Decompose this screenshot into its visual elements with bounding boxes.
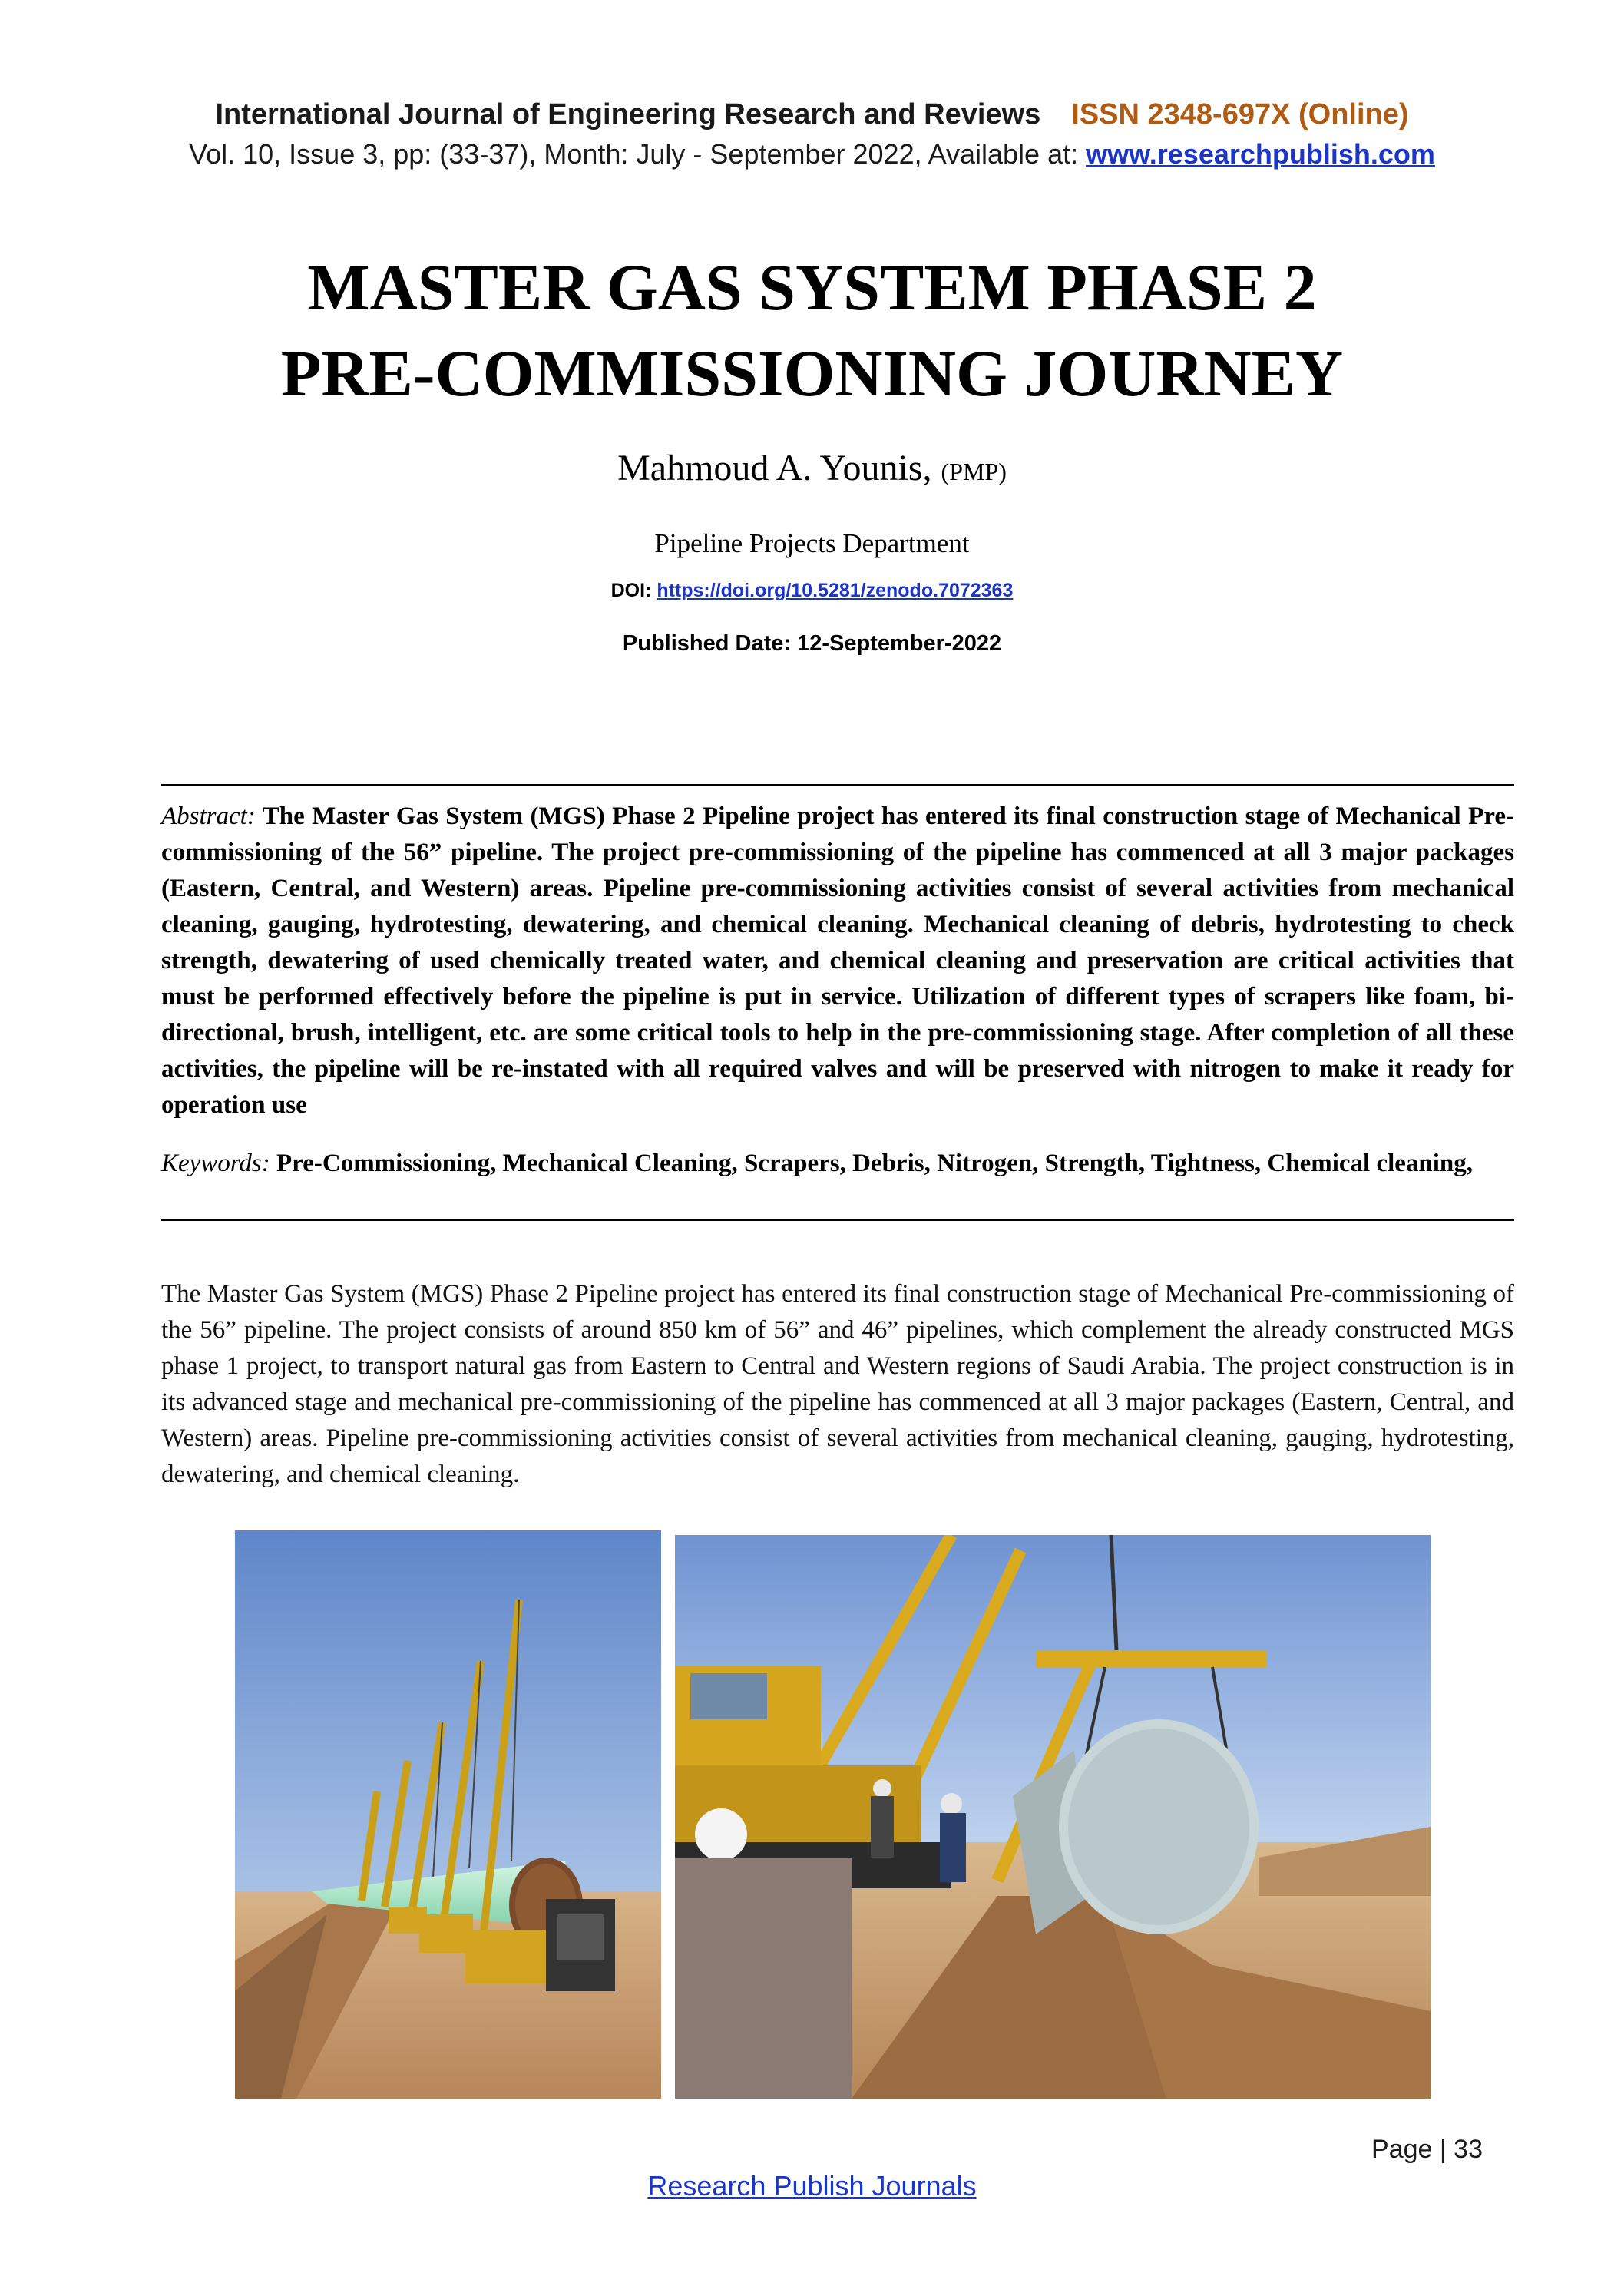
journal-name: International Journal of Engineering Research and Reviews (215, 98, 1041, 131)
abstract-label: Abstract: (161, 802, 256, 830)
pipeline-sidebooms-photo (235, 1530, 661, 2099)
pipe-lifting-photo (675, 1535, 1431, 2099)
keywords-label: Keywords: (161, 1150, 270, 1177)
abstract-bottom-rule (161, 1219, 1514, 1221)
journal-volume-line (0, 138, 1624, 170)
footer (0, 2170, 1624, 2202)
title-line-1: MASTER GAS SYSTEM PHASE 2 (307, 250, 1317, 324)
author-line (0, 447, 1624, 489)
abstract-top-rule (161, 784, 1514, 786)
website-link[interactable]: www.researchpublish.com (1086, 138, 1435, 170)
pipe-lifting-image (675, 1535, 1431, 2099)
paper-title (0, 244, 1624, 416)
author-name: Mahmoud A. Younis, (617, 448, 932, 488)
body-paragraph: The Master Gas System (MGS) Phase 2 Pipeline project has entered its final construction stage of Mechanical Pre-commissioning of the 56” pipeline. The project consists of around 850 km of 56” and 46” pipelines, which complement the already constructed MGS phase 1 project, to transport natural gas from Eastern to Central and Western regions of Saudi Arabia. The project construction is in its advanced stage and mechanical pre-commissioning of the pipeline has commenced at all 3 major packages (Eastern, Central, and Western) areas. Pipeline pre-commissioning activities consist of several activities from mechanical cleaning, gauging, hydrotesting, dewatering, and chemical cleaning. (161, 1280, 1514, 1488)
keywords-block (161, 1146, 1514, 1182)
author-credential: (PMP) (941, 458, 1007, 485)
doi-line (0, 580, 1624, 602)
doi-link[interactable]: https://doi.org/10.5281/zenodo.7072363 (657, 580, 1014, 601)
abstract-block (161, 799, 1514, 1123)
department: Pipeline Projects Department (654, 528, 970, 558)
abstract-text: The Master Gas System (MGS) Phase 2 Pipeline project has entered its final construction stage of Mechanical Pre-commissioning of the 56” pipeline. The project pre-commissioning of the pipeline has commenced at all 3 major packages (Eastern, Central, and Western) areas. Pipeline pre-commissioning activities consist of several activities from mechanical cleaning, gauging, hydrotesting, dewatering, and chemical cleaning. Mechanical cleaning of debris, hydrotesting to check strength, dewatering of used chemically treated water, and chemical cleaning and preservation are critical activities that must be performed effectively before the pipeline is put in service. Utilization of different types of scrapers like foam, bi-directional, brush, intelligent, etc. are some critical tools to help in the pre-commissioning stage. After completion of all these activities, the pipeline will be re-instated with all required valves and will be preserved with nitrogen to make it ready for operation use (161, 802, 1515, 1119)
journal-header (0, 98, 1624, 131)
published-date: Published Date: 12-September-2022 (622, 631, 1002, 656)
keywords-text: Pre-Commissioning, Mechanical Cleaning, Scrapers, Debris, Nitrogen, Strength, Tightness, Chemical cleaning, (276, 1150, 1474, 1177)
doi-label: DOI: (610, 580, 657, 601)
publisher-link[interactable]: Research Publish Journals (647, 2170, 977, 2202)
page-number: Page | 33 (1371, 2135, 1483, 2164)
issn-label: ISSN 2348-697X (Online) (1071, 98, 1409, 131)
title-line-2: PRE-COMMISSIONING JOURNEY (280, 336, 1344, 410)
volume-info: Vol. 10, Issue 3, pp: (33-37), Month: July - September 2022, Available at: (189, 138, 1087, 170)
pipeline-sidebooms-image (235, 1530, 661, 2099)
